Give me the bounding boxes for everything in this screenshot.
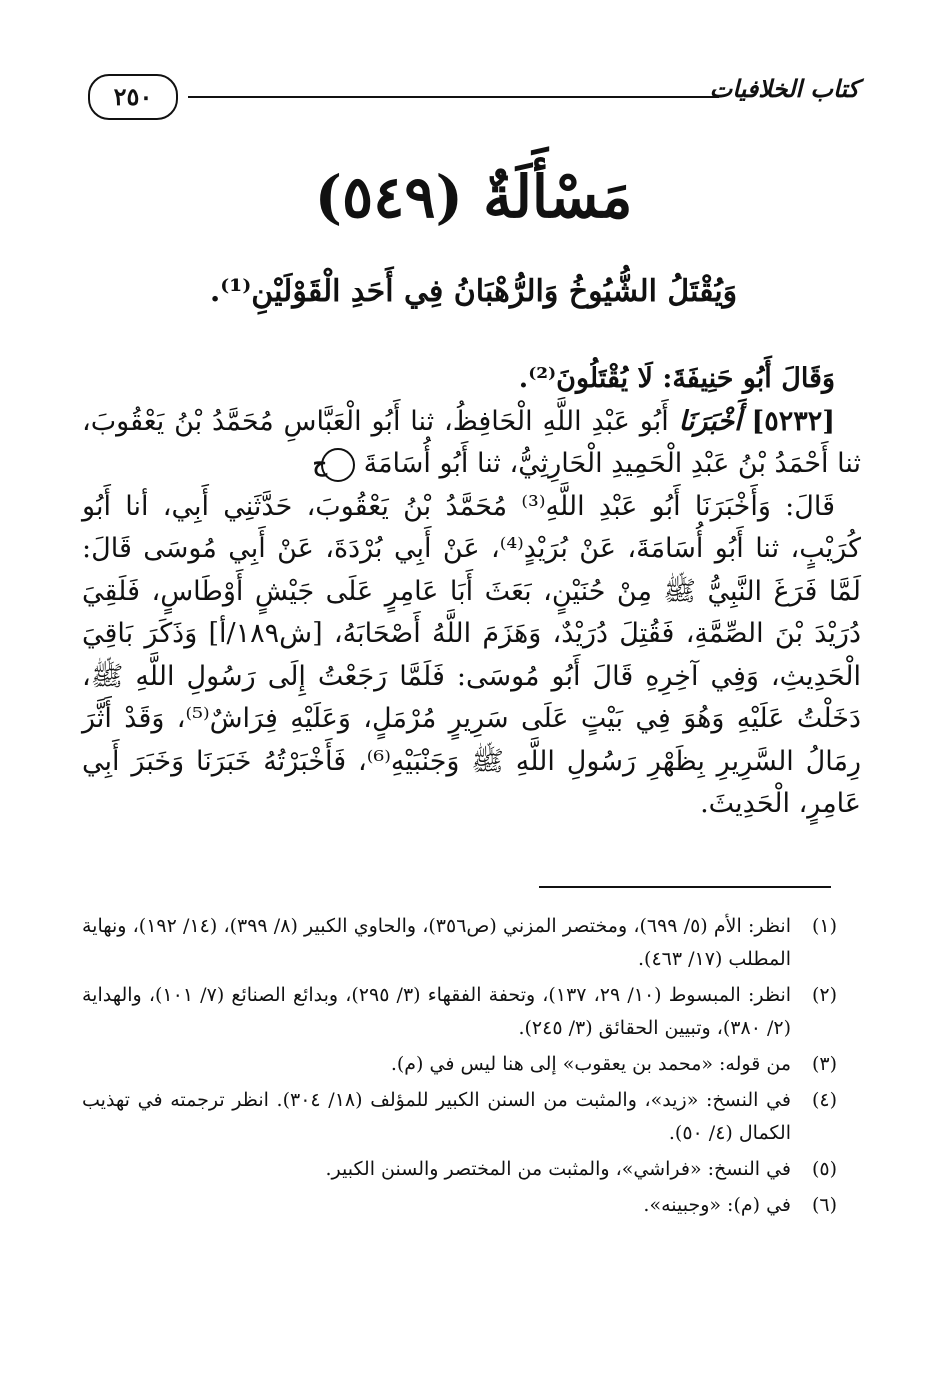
footnote-item: [82, 1048, 837, 1081]
footnote-number: (١): [811, 915, 837, 937]
isnad-text: أَبُو عَبْدِ اللَّهِ الْحَافِظُ، ثنا أَبُو الْعَبَّاسِ مُحَمَّدُ بْنُ يَعْقُوبَ، ثنا أَحْمَدُ بْنُ عَبْدِ الْحَمِيدِ الْحَارِثِيُّ، ثنا أَبُو أُسَامَةَ: [82, 405, 861, 479]
footnote-number: (٥): [811, 1158, 837, 1180]
header-rule: [188, 96, 719, 98]
running-book-title: كتاب الخلافيات: [709, 74, 859, 103]
hadith-text: قَالَ: وَأَخْبَرَنَا أَبُو عَبْدِ اللَّهِ⁽³⁾ مُحَمَّدُ بْنُ يَعْقُوبَ، حَدَّثَنِي أَبِي، أنا أَبُو كُرَيْبٍ، ثنا أَبُو أُسَامَةَ، عَنْ بُرَيْدٍ⁽⁴⁾، عَنْ أَبِي بُرْدَةَ، عَنْ أَبِي مُوسَى قَالَ: لَمَّا فَرَغَ النَّبِيُّ ﷺ مِنْ حُنَيْنٍ، بَعَثَ أَبَا عَامِرٍ عَلَى جَيْشٍ أَوْطَاسٍ، فَلَقِيَ دُرَيْدَ بْنَ الصِّمَّةِ، فَقُتِلَ دُرَيْدٌ، وَهَزَمَ اللَّهُ أَصْحَابَهُ، [ش١٨٩/أ] وَذَكَرَ بَاقِيَ الْحَدِيثِ، وَفِي آخِرِهِ قَالَ أَبُو مُوسَى: فَلَمَّا رَجَعْتُ إِلَى رَسُولِ اللَّهِ ﷺ، دَخَلْتُ عَلَيْهِ وَهُوَ فِي بَيْتٍ عَلَى سَرِيرٍ مُرْمَلٍ، وَعَلَيْهِ فِرَاشٌ⁽⁵⁾، وَقَدْ أَثَّرَ رِمَالُ السَّرِيرِ بِظَهْرِ رَسُولِ اللَّهِ ﷺ وَجَنْبَيْهِ⁽⁶⁾، فَأَخْبَرْتُهُ خَبَرَنَا وَخَبَرَ أَبِي عَامِرٍ، الْحَدِيثَ.: [82, 490, 862, 819]
footnote-item: [82, 979, 837, 1045]
abu-hanifa-opinion: وَقَالَ أَبُو حَنِيفَةَ: لَا يُقْتَلُونَ⁽²⁾.: [518, 363, 835, 394]
footnote-text: من قوله: «محمد بن يعقوب» إلى هنا ليس في (م).: [390, 1053, 791, 1075]
isnad-paragraph: [82, 401, 861, 486]
page-header: [88, 68, 859, 124]
footnotes: [82, 910, 837, 1225]
footnote-text: انظر: المبسوط (١٠/ ٢٩، ١٣٧)، وتحفة الفقهاء (٣/ ٢٩٥)، وبدائع الصنائع (٧/ ١٠١)، والهداية (٢/ ٣٨٠)، وتبيين الحقائق (٣/ ٢٤٥).: [82, 984, 792, 1039]
footnote-item: [82, 910, 837, 976]
footnote-number: (٢): [811, 984, 837, 1006]
footnote-separator: [539, 886, 831, 888]
footnote-item: [82, 1153, 837, 1186]
footnote-text: في النسخ: «زيد»، والمثبت من السنن الكبير للمؤلف (١٨/ ٣٠٤). انظر ترجمته في تهذيب الكمال (٤/ ٥٠).: [82, 1089, 791, 1144]
footnote-text: انظر: الأم (٥/ ٦٩٩)، ومختصر المزني (ص٣٥٦)، والحاوي الكبير (٨/ ٣٩٩)، (١٤/ ١٩٢)، ونهاية المطلب (١٧/ ٤٦٣).: [82, 915, 791, 970]
footnote-number: (٦): [811, 1194, 837, 1216]
footnote-number: (٣): [811, 1053, 837, 1075]
main-text: [82, 358, 861, 826]
footnote-item: [82, 1084, 837, 1150]
masala-title: مَسْأَلَةٌ (٥٤٩): [314, 163, 633, 231]
tahwil-ha-mark: ح: [321, 448, 355, 482]
footnote-number: (٤): [811, 1089, 837, 1111]
footnote-text: في النسخ: «فراشي»، والمثبت من المختصر والسنن الكبير.: [325, 1158, 791, 1180]
page-number: ٢٥٠: [88, 74, 178, 120]
hadith-number: [٥٢٣٢]: [751, 405, 836, 437]
ikhbar-word: أَخْبَرَنَا: [678, 405, 742, 437]
footnote-item: [82, 1189, 837, 1222]
masala-statement: وَيُقْتَلُ الشُّيُوخُ وَالرُّهْبَانُ فِي أَحَدِ الْقَوْلَيْنِ⁽¹⁾.: [209, 274, 738, 309]
footnote-text: في (م): «وجبينه».: [643, 1194, 791, 1216]
